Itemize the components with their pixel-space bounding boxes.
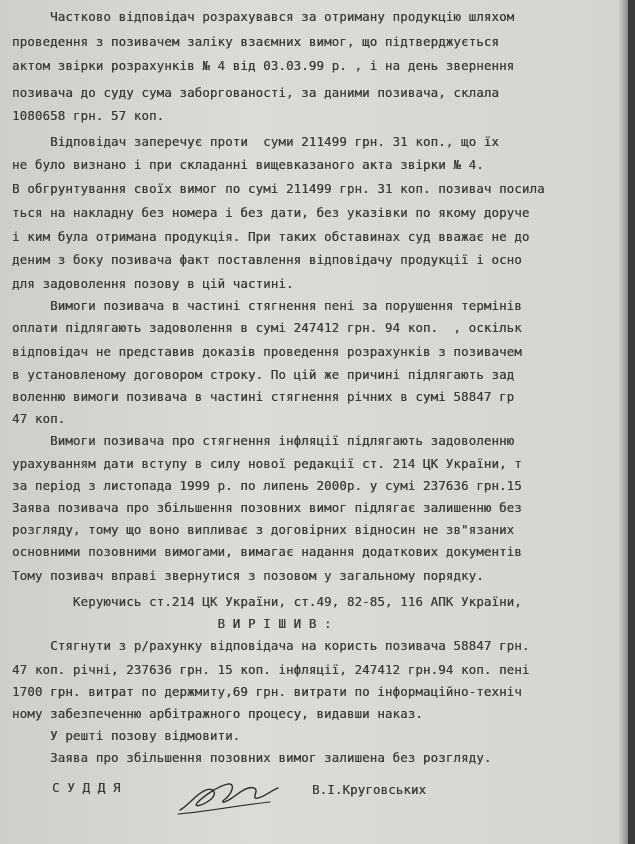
judge-name: В.І.Круговських xyxy=(312,782,427,797)
text-line: В обгрунтування своїх вимог по сумі 211499 грн. 31 коп. позивач посила xyxy=(12,181,545,196)
page-edge-shadow xyxy=(618,0,628,844)
text-line: розгляду, тому що воно випливає з договірних відносин не зв"язаних xyxy=(12,522,515,537)
text-line: 47 коп. xyxy=(12,411,66,426)
text-line: і ким була отримана продукція. При таких обставинах суд вважає не до xyxy=(12,229,530,244)
text-line: урахуванням дати вступу в силу нової редакції ст. 214 ЦК України, т xyxy=(12,456,522,471)
text-line: воленню вимоги позивача в частині стягнення річних в сумі 58847 гр xyxy=(12,389,515,404)
text-line: Тому позивач вправі звернутися з позовом у загальному порядку. xyxy=(12,568,484,583)
text-line: Заява про збільшення позовних вимог залишена без розгляду. xyxy=(12,750,492,765)
text-line: Стягнути з р/рахунку відповідача на користь позивача 58847 грн. xyxy=(12,638,530,653)
text-line: Відповідач заперечує проти суми 211499 грн. 31 коп., що їх xyxy=(12,134,500,149)
text-line: 47 коп. річні, 237636 грн. 15 коп. інфляції, 247412 грн.94 коп. пені xyxy=(12,662,530,677)
text-line: відповідач не представив доказів проведення розрахунків з позивачем xyxy=(12,344,522,359)
text-line: в установленому договором строку. По цій же причині підлягають зад xyxy=(12,367,515,382)
text-line: В И Р І Ш И В : xyxy=(12,616,332,631)
text-line: Вимоги позивача в частині стягнення пені за порушення термінів xyxy=(12,298,522,313)
text-line: Частково відповідач розрахувався за отриману продукцію шляхом xyxy=(12,9,515,24)
text-line: не було визнано і при складанні вищевказаного акта звірки № 4. xyxy=(12,157,484,172)
text-line: У решті позову відмовити. xyxy=(12,728,241,743)
text-line: 1080658 грн. 57 коп. xyxy=(12,108,165,123)
text-line: Заява позивача про збільшення позовних вимог підлягає залишенню без xyxy=(12,500,522,515)
judge-label: С У Д Д Я xyxy=(52,780,121,795)
text-line: деним з боку позивача факт поставлення відповідачу продукції і осно xyxy=(12,252,522,267)
text-line: позивача до суду сума заборгованості, за даними позивача, склала xyxy=(12,85,500,100)
text-line: ться на накладну без номера і без дати, без указівки по якому доруче xyxy=(12,205,530,220)
text-line: основними позовними вимогами, вимагає надання додаткових документів xyxy=(12,544,522,559)
text-line: проведення з позивачем заліку взаємних вимог, що підтверджується xyxy=(12,34,500,49)
text-line: для задоволення позову в цій частині. xyxy=(12,276,294,291)
text-line: за період з листопада 1999 р. по липень 2000р. у сумі 237636 грн.15 xyxy=(12,478,522,493)
text-line: актом звірки розрахунків № 4 від 03.03.99 р. , і на день звернення xyxy=(12,58,515,73)
text-line: 1700 грн. витрат по держмиту,69 грн. витрати по інформаційно-техніч xyxy=(12,684,522,699)
judge-signature xyxy=(174,776,284,820)
text-line: Вимоги позивача про стягнення інфляції підлягають задоволенню xyxy=(12,433,515,448)
text-line: оплати підлягають задоволення в сумі 247412 грн. 94 коп. , оскільк xyxy=(12,320,522,335)
text-line: Керуючись ст.214 ЦК України, ст.49, 82-85, 116 АПК України, xyxy=(12,594,522,609)
text-line: ному забезпеченню арбітражного процесу, видавши наказ. xyxy=(12,706,423,721)
